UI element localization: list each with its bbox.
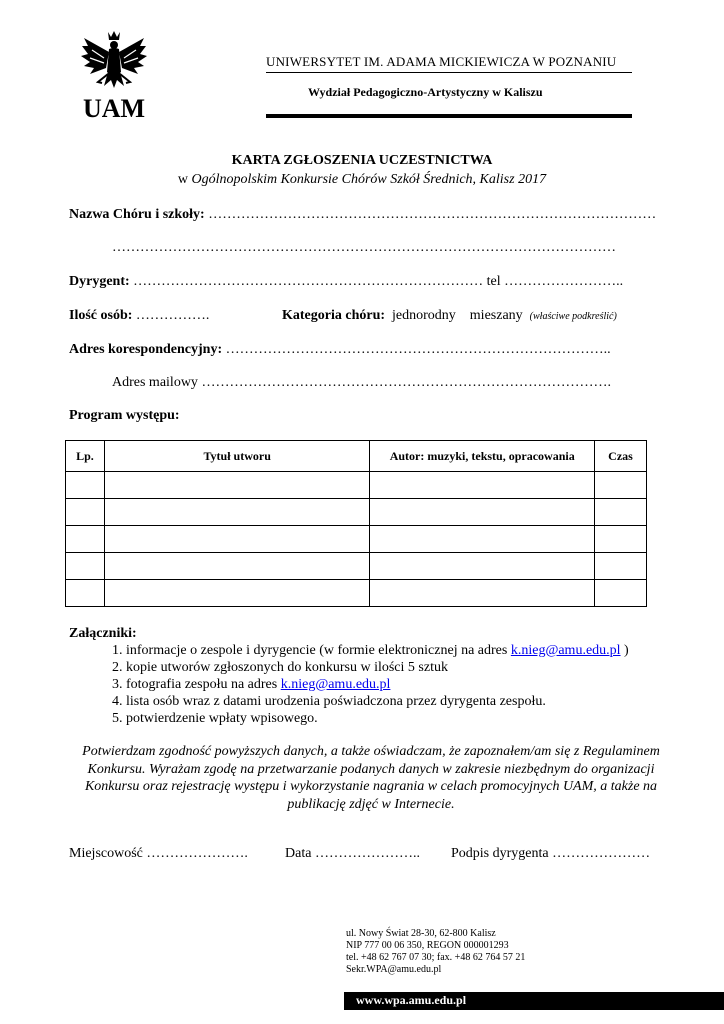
category-label: Kategoria chóru: <box>282 308 386 323</box>
category-option-mixed[interactable]: mieszany <box>469 308 523 323</box>
header-time: Czas <box>595 441 647 472</box>
address-label: Adres korespondencyjny: <box>69 342 223 357</box>
table-row <box>66 499 647 526</box>
signature-label: Podpis dyrygenta <box>451 846 549 861</box>
attachment-item-5: 5. potwierdzenie wpłaty wpisowego. <box>112 711 318 726</box>
cell-lp[interactable] <box>66 553 105 580</box>
attachment-1-email-link[interactable]: k.nieg@amu.edu.pl <box>510 643 621 658</box>
cell-time[interactable] <box>595 580 647 607</box>
cell-lp[interactable] <box>66 580 105 607</box>
cell-time[interactable] <box>595 499 647 526</box>
cell-time[interactable] <box>595 472 647 499</box>
signature-field[interactable]: ………………… <box>552 846 651 861</box>
uam-eagle-logo <box>78 28 150 120</box>
attachment-1-text: 1. informacje o zespole i dyrygencie (w formie elektronicznej na adres <box>112 643 508 658</box>
cell-time[interactable] <box>595 526 647 553</box>
cell-time[interactable] <box>595 553 647 580</box>
subtitle-prefix: w <box>177 172 189 187</box>
date-row <box>285 846 420 862</box>
cell-title[interactable] <box>104 553 369 580</box>
subtitle-competition: Ogólnopolskim Konkursie Chórów Szkół Średnich, Kalisz 2017 <box>191 172 547 187</box>
category-row <box>282 308 617 324</box>
place-label: Miejscowość <box>69 846 143 861</box>
cell-title[interactable] <box>104 499 369 526</box>
university-name: UNIWERSYTET IM. ADAMA MICKIEWICZA W POZNANIU <box>266 54 617 69</box>
attachment-item-4: 4. lista osób wraz z datami urodzenia poświadczona przez dyrygenta zespołu. <box>112 694 546 709</box>
email-label: Adres mailowy <box>112 375 198 390</box>
program-label: Program występu: <box>69 408 180 423</box>
form-title: KARTA ZGŁOSZENIA UCZESTNICTWA <box>231 153 493 168</box>
conductor-label: Dyrygent: <box>69 274 130 289</box>
table-row <box>66 526 647 553</box>
cell-lp[interactable] <box>66 526 105 553</box>
cell-author[interactable] <box>370 499 595 526</box>
attachment-1-end: ) <box>624 643 629 658</box>
signature-row <box>69 846 248 862</box>
choir-name-field[interactable]: …………………………………………………………………………………… <box>208 207 657 222</box>
cell-author[interactable] <box>370 553 595 580</box>
table-header-row <box>66 441 647 472</box>
cell-author[interactable] <box>370 580 595 607</box>
header-divider <box>266 72 632 73</box>
conductor-row <box>69 274 623 290</box>
faculty-name: Wydział Pedagogiczno-Artystyczny w Kaliszu <box>308 85 543 99</box>
conductor-field[interactable]: ………………………………………………………………… <box>133 274 484 289</box>
cell-lp[interactable] <box>66 472 105 499</box>
table-row <box>66 472 647 499</box>
attachments-label: Załączniki: <box>69 626 137 641</box>
count-field[interactable]: ……………. <box>135 308 210 323</box>
address-field[interactable]: ……………………………………………………………………….. <box>225 342 611 357</box>
program-table <box>65 440 647 607</box>
attachment-item-2: 2. kopie utworów zgłoszonych do konkursu w ilości 5 sztuk <box>112 660 448 675</box>
choir-name-row <box>69 207 656 223</box>
choir-name-label: Nazwa Chóru i szkoły: <box>69 207 205 222</box>
cell-title[interactable] <box>104 472 369 499</box>
cell-title[interactable] <box>104 580 369 607</box>
date-field[interactable]: ………………….. <box>314 846 420 861</box>
place-field[interactable]: …………………. <box>146 846 248 861</box>
signature-field-row <box>451 846 650 862</box>
attachment-item-1 <box>112 643 629 659</box>
footer-website[interactable]: www.wpa.amu.edu.pl <box>356 993 467 1007</box>
header-author: Autor: muzyki, tekstu, opracowania <box>370 441 595 472</box>
category-note: (właściwe podkreślić) <box>529 311 617 322</box>
cell-author[interactable] <box>370 526 595 553</box>
footer-email: Sekr.WPA@amu.edu.pl <box>346 964 442 975</box>
footer-phone: tel. +48 62 767 07 30; fax. +48 62 764 57 21 <box>346 952 526 963</box>
attachment-3-email-link[interactable]: k.nieg@amu.edu.pl <box>280 677 391 692</box>
footer-address: ul. Nowy Świat 28-30, 62-800 Kalisz <box>346 928 496 939</box>
count-label: Ilość osób: <box>69 308 133 323</box>
tel-field[interactable]: …………………….. <box>504 274 624 289</box>
logo-text: UAM <box>82 94 146 120</box>
header-thick-divider <box>266 114 632 118</box>
footer-nip: NIP 777 00 06 350, REGON 000001293 <box>346 940 509 951</box>
table-row <box>66 553 647 580</box>
category-option-homogeneous[interactable]: jednorodny <box>392 308 456 323</box>
header-title: Tytuł utworu <box>104 441 369 472</box>
address-row <box>69 342 611 358</box>
email-field[interactable]: ……………………………………………………………………………. <box>201 375 611 390</box>
attachment-item-3 <box>112 677 390 693</box>
email-row <box>112 375 611 391</box>
tel-label: tel <box>486 274 501 289</box>
cell-title[interactable] <box>104 526 369 553</box>
header-lp: Lp. <box>66 441 105 472</box>
form-subtitle <box>0 172 724 188</box>
count-row <box>69 308 209 324</box>
date-label: Data <box>285 846 312 861</box>
cell-lp[interactable] <box>66 499 105 526</box>
attachment-3-text: 3. fotografia zespołu na adres <box>112 677 278 692</box>
choir-name-field-2[interactable]: ……………………………………………………………………………………………… <box>112 240 616 255</box>
cell-author[interactable] <box>370 472 595 499</box>
table-row <box>66 580 647 607</box>
consent-statement: Potwierdzam zgodność powyższych danych, a także oświadczam, że zapoznałem/am się z Regulaminem Konkursu. Wyrażam zgodę na przetwarzanie podanych danych w zakresie niezbędnym do organizacji Konkursu oraz rejestrację występu i wykorzystanie nagrania w celach promocyjnych UAM, a także na publikację zdjęć w Internecie. <box>82 744 660 812</box>
